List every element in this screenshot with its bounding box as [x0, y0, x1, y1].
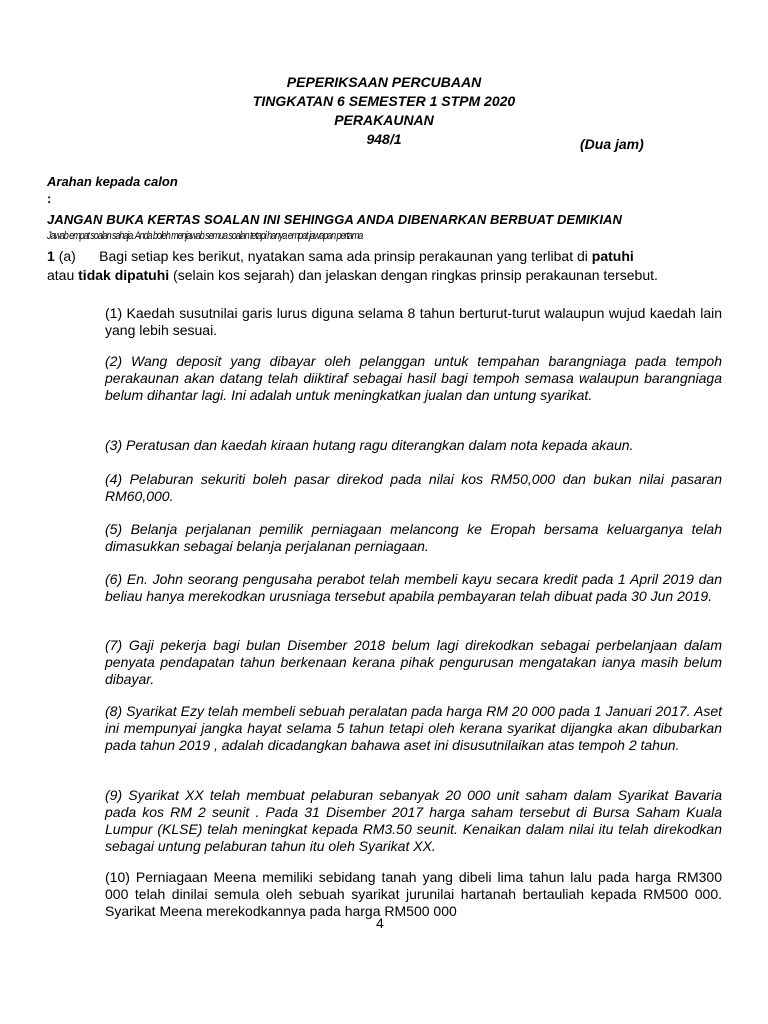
question-text-c: (selain kos sejarah) dan jelaskan dengan ringkas prinsip perakaunan tersebut. [169, 267, 658, 283]
keyword-patuhi: patuhi [591, 248, 634, 264]
question-text-b: atau [47, 267, 79, 283]
question-part: (a) [58, 248, 76, 264]
question-number: 1 [47, 248, 55, 264]
question-text-a: Bagi setiap kes berikut, nyatakan sama ada prinsip perakaunan yang terlibat di [99, 248, 592, 264]
case-item-8: (8) Syarikat Ezy telah membeli sebuah peralatan pada harga RM 20 000 pada 1 Januari 2017. Aset ini mempunyai jangka hayat selama 5 tahun tetapi oleh kerana syarikat dijangka akan dibubarkan pada tahun 2019 , adalah dicadangkan bahawa aset ini disusutnilaikan atas tempoh 2 tahun. [105, 703, 722, 753]
page-number: 4 [376, 915, 384, 931]
instructions-heading: Arahan kepada calon [47, 174, 178, 189]
exam-duration: (Dua jam) [580, 136, 644, 152]
case-item-9: (9) Syarikat XX telah membuat pelaburan sebanyak 20 000 unit saham dalam Syarikat Bavaria pada kos RM 2 seunit . Pada 31 Disember 2017 harga saham tersebut di Bursa Saham Kuala Lumpur (KLSE) telah meningkat kepada RM3.50 seunit. Kenaikan dalam nilai itu telah direkodkan sebagai untung pelaburan tahun itu oleh Syarikat XX. [105, 787, 722, 854]
instructions-colon: : [47, 191, 52, 206]
case-item-5: (5) Belanja perjalanan pemilik perniagaan melancong ke Eropah bersama keluarganya telah dimasukkan sebagai belanja perjalanan perniagaan. [105, 521, 722, 554]
exam-title: PEPERIKSAAN PERCUBAAN [286, 74, 482, 90]
paper-code: 948/1 [366, 131, 402, 147]
case-item-3: (3) Peratusan dan kaedah kiraan hutang ragu diterangkan dalam nota kepada akaun. [105, 437, 634, 453]
case-item-6: (6) En. John seorang pengusaha perabot telah membeli kayu secara kredit pada 1 April 2019 dan beliau hanya merekodkan urusniaga tersebut apabila pembayaran telah dibuat pada 30 Jun 2019. [105, 571, 722, 604]
case-item-10: (10) Perniagaan Meena memiliki sebidang tanah yang dibeli lima tahun lalu pada harga RM300 000 telah dinilai semula oleh sebuah syarikat jurunilai hartanah bertauliah kepada RM500 000. Syarikat Meena merekodkannya pada harga RM500 000 [105, 869, 722, 919]
overlapped-instruction: Jawab empat soalan sahaja. Anda boleh menjawab semua soalan tetapi hanya empat jawapan pertama [47, 230, 363, 242]
case-item-7: (7) Gaji pekerja bagi bulan Disember 2018 belum lagi direkodkan sebagai perbelanjaan dalam penyata pendapatan tahun berkenaan kerana pihak pengurusan mengatakan ianya masih belum dibayar. [105, 637, 722, 687]
case-item-2: (2) Wang deposit yang dibayar oleh pelanggan untuk tempahan barangniaga pada tempoh perakaunan akan datang telah diiktiraf sebagai hasil bagi tempoh semasa walaupun barangniaga belum dihantar lagi. Ini adalah untuk meningkatkan jualan dan untung syarikat. [105, 353, 722, 403]
subject-name: PERAKAUNAN [334, 112, 434, 128]
question-1-stem [47, 247, 687, 285]
exam-level: TINGKATAN 6 SEMESTER 1 STPM 2020 [252, 93, 516, 109]
keyword-tidak-dipatuhi: tidak dipatuhi [78, 267, 170, 283]
case-item-4: (4) Pelaburan sekuriti boleh pasar direkod pada nilai kos RM50,000 dan bukan nilai pasaran RM60,000. [105, 471, 722, 504]
case-item-1: (1) Kaedah susutnilai garis lurus diguna selama 8 tahun berturut-turut walaupun wujud kaedah lain yang lebih sesuai. [105, 305, 722, 338]
warning-text: JANGAN BUKA KERTAS SOALAN INI SEHINGGA ANDA DIBENARKAN BERBUAT DEMIKIAN [47, 212, 623, 227]
